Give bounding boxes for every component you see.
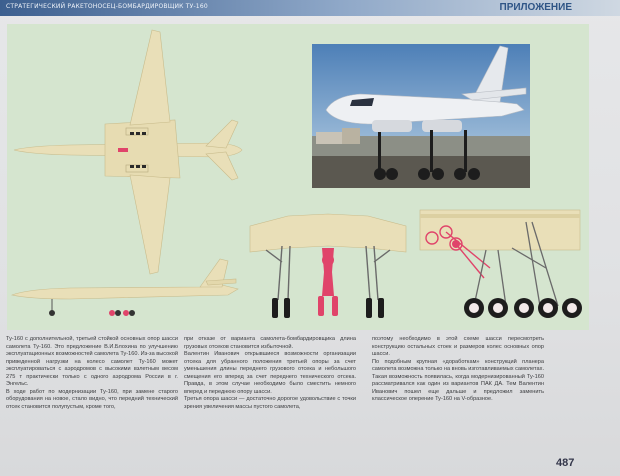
text-column-2 (184, 336, 356, 411)
paragraph: поэтому необходимо в этой схеме шасси пересмотреть конструкцию остальных стоек и размеров колес основных опор шасси. (372, 336, 544, 357)
paragraph: Ту-160 с дополнительной, третьей стойкой основных опор шасси самолета Ту-160. Это предложение В.И.Блохина по улучшению эксплуатационных возможностей самолета Ту-160. Из-за высокой приведенной нагрузки на колесо самолет Ту-160 может эксплуатироваться с аэродромов с высокими взлетным весом 275 т практически только с одного аэродрома России в г. Энгельс. (6, 336, 178, 387)
aircraft-top-view (10, 28, 250, 278)
paragraph: По подобным крупная «доработкам» конструкций планера самолета возможна только на вновь изготавливаемых самолетах. Такая возможность появилась, когда модернизированный Ту-160 рассматривался как один из вариантов ПАК ДА. Тем Валентин Иванович пошел еще дальше и предложил заменить классическое оперение Ту-160 на V-образное. (372, 358, 544, 402)
paragraph: В ходе работ по модернизации Ту-160, при замене старого оборудования на новое, стало видно, что передний технический отсек становится полупустым, кроме того, (6, 388, 178, 410)
text-column-1 (6, 336, 178, 411)
running-header-title: СТРАТЕГИЧЕСКИЙ РАКЕТОНОСЕЦ-БОМБАРДИРОВЩИК ТУ-160 (6, 3, 208, 10)
landing-gear-side-view (416, 208, 586, 322)
article-text (6, 336, 596, 456)
gear-wheels-side (109, 310, 135, 316)
aircraft-side-view (10, 255, 245, 325)
section-title: ПРИЛОЖЕНИЕ (499, 2, 572, 13)
text-column-3 (372, 336, 544, 404)
running-header (0, 0, 620, 16)
paragraph: при отказе от варианта самолета-бомбардировщика длина грузовых отсеков становится избыточной. (184, 336, 356, 350)
paragraph: Валентин Иванович открывшиеся возможности организации отсека для убранного положения третьей опоры за счет уменьшения длины переднего грузового отсека и небольшого смещения его вперед за счет переднего технического отсека. Правда, в этом случае необходимо было сместить немного вперед и переднюю опору шасси. (184, 351, 356, 395)
page-number: 487 (556, 457, 575, 469)
landing-gear-front-view (248, 212, 408, 324)
paragraph: Третья опора шасси — достаточно дорогое удовольствие с точки зрения увеличения массы пустого самолета, (184, 396, 356, 410)
tu-160-photo (312, 44, 530, 188)
